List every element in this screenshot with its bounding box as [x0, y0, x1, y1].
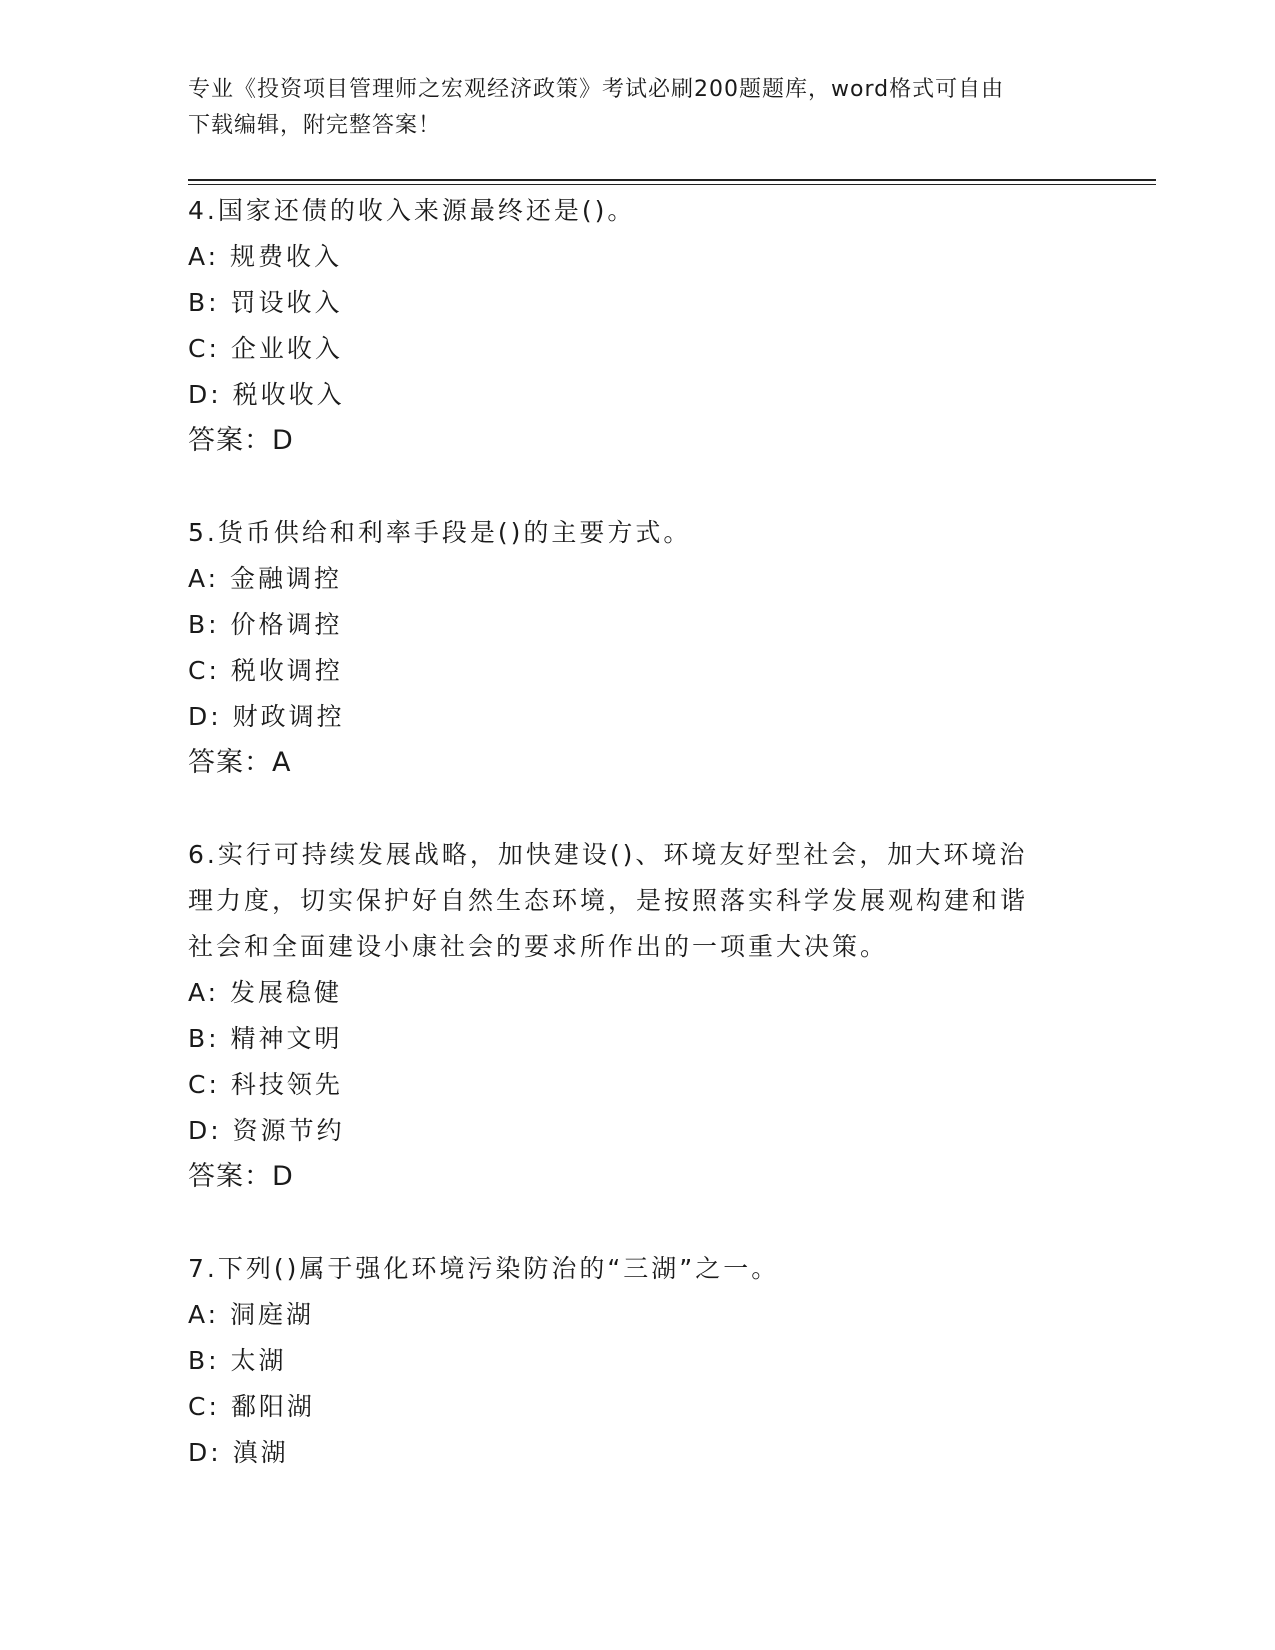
- header-divider-thin: [188, 184, 1156, 185]
- question-6: [188, 832, 1088, 1200]
- question-stem-line-2: 理力度，切实保护好自然生态环境，是按照落实科学发展观构建和谐: [188, 886, 1029, 915]
- option-c: C: 税收调控: [188, 656, 343, 685]
- question-4: [188, 188, 1088, 464]
- question-stem: 5.货币供给和利率手段是()的主要方式。: [188, 518, 692, 547]
- option-b: B: 价格调控: [188, 610, 343, 639]
- question-list: [188, 188, 1088, 1522]
- option-b: B: 罚设收入: [188, 288, 343, 317]
- option-c: C: 科技领先: [188, 1070, 343, 1099]
- answer: 答案：D: [188, 425, 294, 456]
- question-stem: 7.下列()属于强化环境污染防治的“三湖”之一。: [188, 1254, 780, 1283]
- option-b: B: 精神文明: [188, 1024, 343, 1053]
- option-c: C: 企业收入: [188, 334, 343, 363]
- document-header: [188, 72, 1088, 144]
- option-a: A: 规费收入: [188, 242, 343, 271]
- answer: 答案：D: [188, 1161, 294, 1192]
- question-stem-line-3: 社会和全面建设小康社会的要求所作出的一项重大决策。: [188, 932, 889, 961]
- option-d: D: 财政调控: [188, 702, 345, 731]
- option-a: A: 发展稳健: [188, 978, 343, 1007]
- option-a: A: 洞庭湖: [188, 1300, 315, 1329]
- option-a: A: 金融调控: [188, 564, 343, 593]
- option-c: C: 鄱阳湖: [188, 1392, 315, 1421]
- question-stem: 4.国家还债的收入来源最终还是()。: [188, 196, 636, 225]
- question-7: [188, 1246, 1088, 1476]
- option-d: D: 税收收入: [188, 380, 345, 409]
- option-b: B: 太湖: [188, 1346, 287, 1375]
- question-stem-line-1: 6.实行可持续发展战略，加快建设()、环境友好型社会，加大环境治: [188, 840, 1028, 869]
- option-d: D: 资源节约: [188, 1116, 345, 1145]
- header-divider-thick: [188, 179, 1156, 181]
- option-d: D: 滇湖: [188, 1438, 289, 1467]
- header-line-1: 专业《投资项目管理师之宏观经济政策》考试必刷200题题库，word格式可自由: [188, 77, 1005, 102]
- answer: 答案：A: [188, 747, 292, 778]
- question-5: [188, 510, 1088, 786]
- header-line-2: 下载编辑，附完整答案！: [188, 113, 442, 138]
